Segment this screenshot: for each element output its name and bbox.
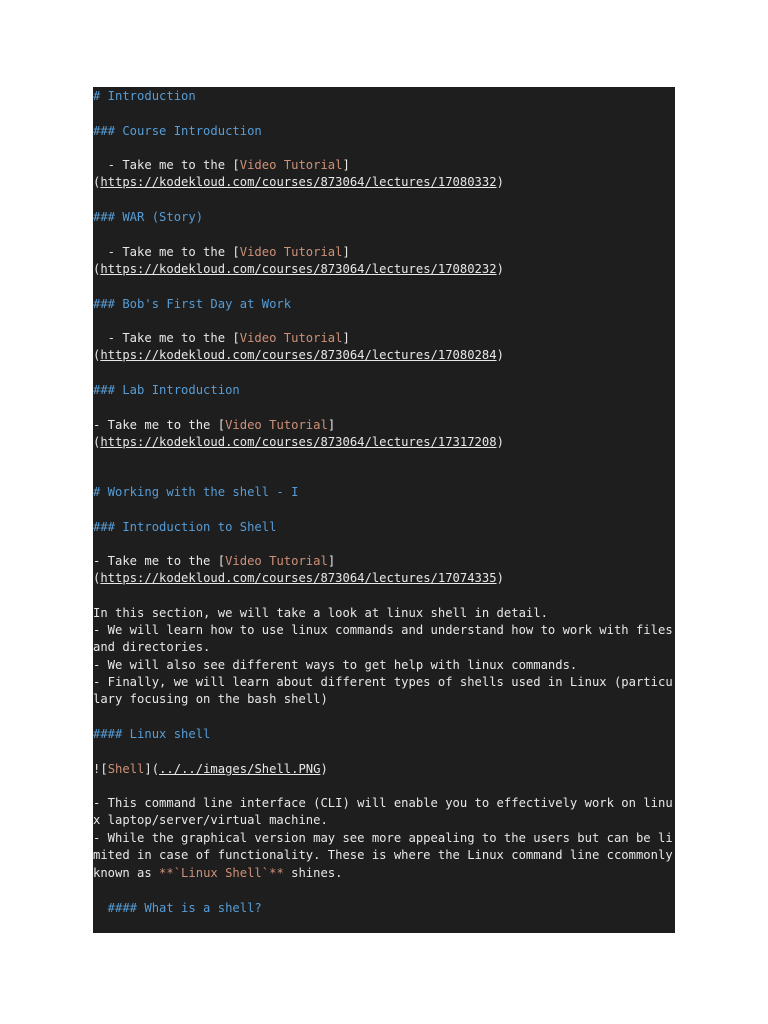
heading-introduction: # Introduction	[93, 89, 196, 103]
heading-war-story: ### WAR (Story)	[93, 210, 204, 224]
bold-code-text: **`Linux Shell`**	[159, 865, 284, 880]
heading-working-with-shell: # Working with the shell - I	[93, 485, 299, 499]
link-url[interactable]: https://kodekloud.com/courses/873064/lectures/17080332	[100, 175, 497, 189]
image-path[interactable]: ../../images/Shell.PNG	[159, 762, 321, 776]
link-text: Video Tutorial	[225, 418, 328, 432]
link-url[interactable]: https://kodekloud.com/courses/873064/lectures/17317208	[100, 435, 497, 449]
link-url[interactable]: https://kodekloud.com/courses/873064/lectures/17080232	[100, 262, 497, 276]
image-markdown: ![Shell](../../images/Shell.PNG)	[93, 762, 328, 776]
heading-bobs-first-day: ### Bob's First Day at Work	[93, 297, 292, 311]
markdown-editor[interactable]	[93, 87, 675, 933]
paragraph-line: - Finally, we will learn about different types of shells used in Linux (particulary focusing on the bash shell)	[93, 675, 673, 707]
list-item: - Take me to the [Video Tutorial]	[93, 245, 350, 259]
list-item: - Take me to the [Video Tutorial]	[93, 554, 336, 568]
link-url-line: (https://kodekloud.com/courses/873064/lectures/17080232)	[93, 262, 504, 276]
link-text: Video Tutorial	[239, 158, 343, 172]
heading-what-is-a-shell: #### What is a shell?	[93, 901, 262, 915]
link-url-line: (https://kodekloud.com/courses/873064/lectures/17074335)	[93, 571, 504, 585]
paragraph-line: In this section, we will take a look at linux shell in detail.	[93, 606, 548, 620]
link-text: Video Tutorial	[239, 245, 343, 259]
link-url[interactable]: https://kodekloud.com/courses/873064/lectures/17074335	[100, 571, 497, 585]
heading-linux-shell: #### Linux shell	[93, 727, 211, 741]
paragraph-line: - We will learn how to use linux commands and understand how to work with files and directories.	[93, 623, 673, 655]
paragraph-line: - This command line interface (CLI) will enable you to effectively work on linux laptop/server/virtual machine.	[93, 796, 673, 828]
paragraph-line: - We will also see different ways to get help with linux commands.	[93, 658, 578, 672]
list-item: - Take me to the [Video Tutorial]	[93, 158, 350, 172]
list-item: - Take me to the [Video Tutorial]	[93, 418, 336, 432]
link-url[interactable]: https://kodekloud.com/courses/873064/lectures/17080284	[100, 348, 497, 362]
list-item: - Take me to the [Video Tutorial]	[93, 331, 350, 345]
paragraph-line: - While the graphical version may see more appealing to the users but can be limited in case of functionality. These is where the Linux command line ccommonly known as **`Linux Shell`** shines.	[93, 831, 673, 880]
link-text: Video Tutorial	[239, 331, 343, 345]
heading-lab-introduction: ### Lab Introduction	[93, 383, 240, 397]
image-alt-text: Shell	[107, 762, 145, 776]
heading-course-introduction: ### Course Introduction	[93, 124, 262, 138]
heading-introduction-to-shell: ### Introduction to Shell	[93, 520, 277, 534]
link-text: Video Tutorial	[225, 554, 328, 568]
link-url-line: (https://kodekloud.com/courses/873064/lectures/17080332)	[93, 175, 504, 189]
link-url-line: (https://kodekloud.com/courses/873064/lectures/17317208)	[93, 435, 504, 449]
link-url-line: (https://kodekloud.com/courses/873064/lectures/17080284)	[93, 348, 504, 362]
